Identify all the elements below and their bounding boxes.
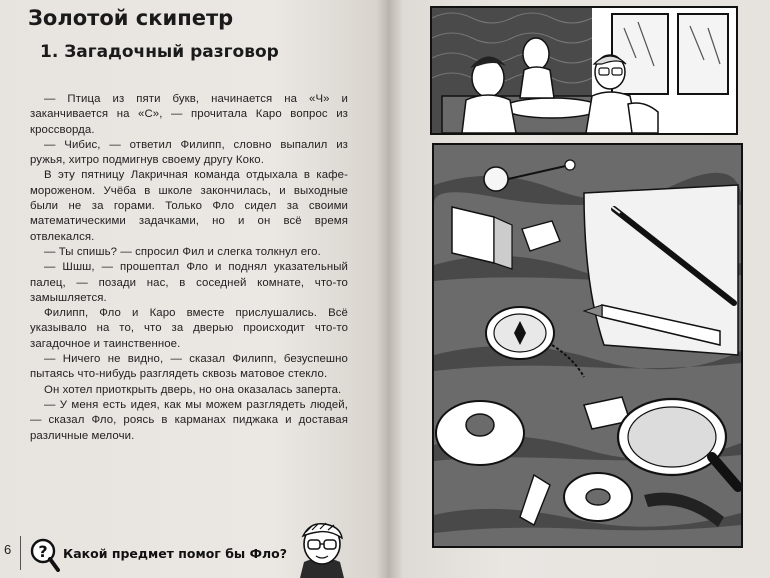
chapter-title: Золотой скипетр: [28, 6, 234, 30]
paragraph: Филипп, Фло и Каро вместе прислушались. Всё указывало на то, что за дверью происходит что-то загадочное и таинственное.: [30, 307, 348, 350]
section-title: 1. Загадочный разговор: [40, 42, 279, 62]
paragraph: — Птица из пяти букв, начинается на «Ч» и заканчивается на «С», — прочитала Каро вопрос из кроссворда.: [30, 93, 348, 136]
paragraph: Он хотел приоткрыть дверь, но она оказалась заперта.: [44, 383, 342, 396]
paragraph: — Чибис, — ответил Филипп, словно выпалил из ружья, хитро подмигнув своему другу Коко.: [30, 138, 348, 167]
footer-divider: [20, 536, 21, 570]
paragraph: — Ты спишь? — спросил Фил и слегка толкнул его.: [44, 245, 321, 258]
paragraph: В эту пятницу Лакричная команда отдыхала в кафе-мороженом. Учёба в школе закончилась, и выходные были не за горами. Только Фло сидел за своими математическими задачками, но и он всё время отвлекался.: [30, 169, 348, 243]
page-footer: [0, 532, 388, 578]
page-number: 6: [4, 542, 12, 557]
paragraph: — Ничего не видно, — сказал Филипп, безуспешно пытаясь что-нибудь разглядеть сквозь матовое стекло.: [30, 353, 348, 381]
question-prompt: Какой предмет помог бы Фло?: [63, 546, 287, 561]
paragraph: — Шшш, — прошептал Фло и поднял указательный палец, — позади нас, в соседней комнате, что-то замышляется.: [30, 261, 348, 304]
magnifier-question-icon: [30, 538, 60, 572]
pocket-items-illustration: [432, 143, 743, 548]
kid-detective-illustration: [290, 518, 354, 578]
paragraph: — У меня есть идея, как мы можем разглядеть людей, — сказал Фло, роясь в карманах пиджака и доставая различные мелочи.: [30, 398, 348, 442]
svg-text:?: ?: [38, 542, 48, 561]
story-text: [30, 92, 348, 444]
cafe-scene-illustration: [430, 6, 738, 135]
